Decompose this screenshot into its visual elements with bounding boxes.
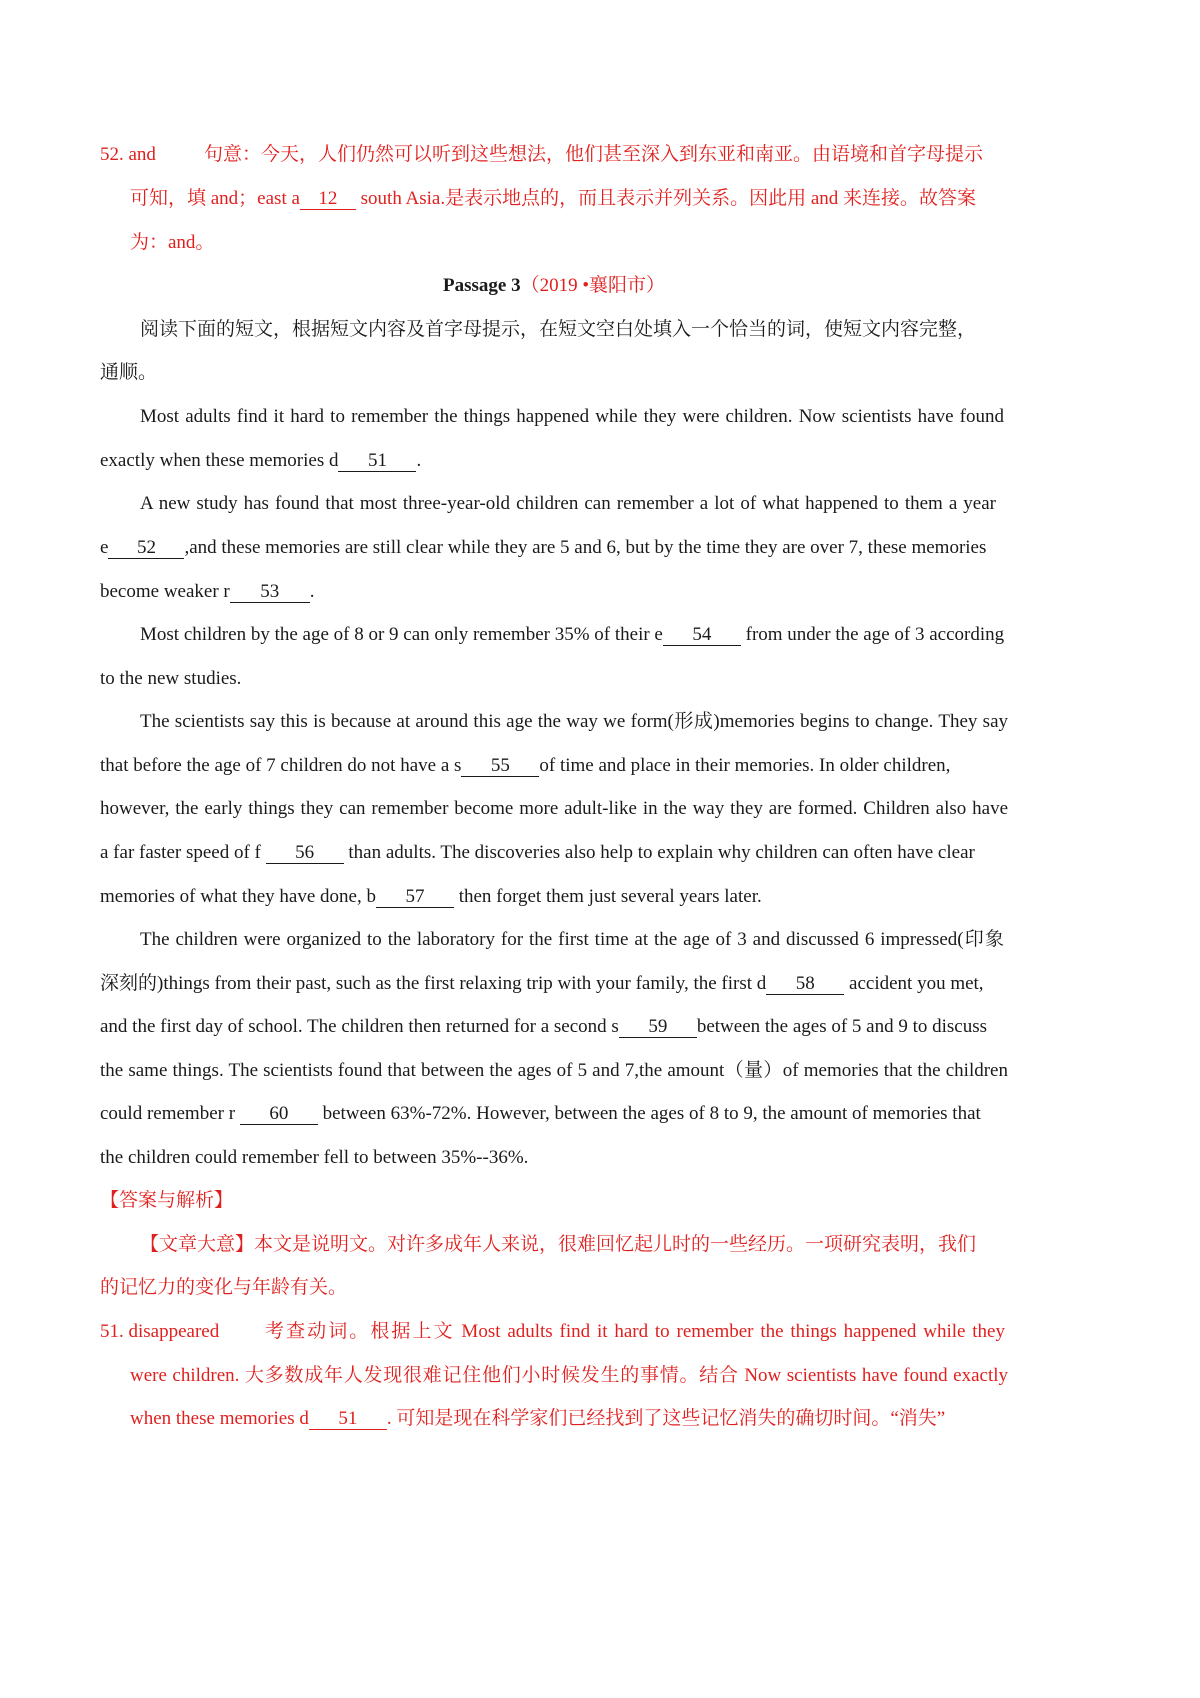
paragraph-5-line3: and the first day of school. The children then returned for a second s 59 between the ages of 5 and 9 to discuss (100, 1016, 988, 1037)
paragraph-2-line2: e 52 ,and these memories are still clear while they are 5 and 6, but by the time they are over 7, these memories (100, 537, 987, 558)
paragraph-4-line2: that before the age of 7 children do not have a s 55 of time and place in their memories. In older children, (100, 755, 951, 776)
instruction-line2: 通顺。 (100, 362, 158, 383)
paragraph-4-line3: however, the early things they can remember become more adult-like in the way they are formed. Children also have (100, 798, 1008, 819)
q52-answer-number: 52. and (100, 144, 156, 165)
answer-section-header: 【答案与解析】 (100, 1190, 234, 1211)
paragraph-2-line3: become weaker r 53 . (100, 581, 315, 602)
paragraph-4-line1: The scientists say this is because at around this age the way we form(形成)memories begins to change. They say (140, 711, 1008, 732)
blank-56[interactable]: 56 (266, 843, 344, 864)
q51-answer-number: 51. disappeared (100, 1321, 220, 1342)
passage-title: Passage 3 (443, 275, 521, 296)
article-summary-line1: 【文章大意】本文是说明文。对许多成年人来说，很难回忆起儿时的一些经历。一项研究表明，我们 (140, 1234, 977, 1255)
blank-57[interactable]: 57 (376, 887, 454, 908)
passage-heading (0, 273, 1108, 299)
blank-58[interactable]: 58 (766, 974, 844, 995)
paragraph-3-line1: Most children by the age of 8 or 9 can only remember 35% of their e 54 from under the age of 3 according (140, 624, 1005, 645)
q52-explanation-text: 句意：今天，人们仍然可以听到这些想法，他们甚至深入到东亚和南亚。由语境和首字母提示 (204, 144, 984, 165)
blank-54[interactable]: 54 (663, 625, 741, 646)
paragraph-5-line2: 深刻的)things from their past, such as the first relaxing trip with your family, the first d 58 accident you met, (100, 973, 984, 994)
passage-source: （2019 •襄阳市） (520, 275, 665, 296)
q52-answer-line3: 为：and。 (130, 232, 215, 253)
blank-51[interactable]: 51 (338, 451, 416, 472)
instruction-line1: 阅读下面的短文，根据短文内容及首字母提示，在短文空白处填入一个恰当的词，使短文内容完整， (140, 319, 977, 340)
blank-55[interactable]: 55 (461, 756, 539, 777)
q51-answer-line3: when these memories d 51 . 可知是现在科学家们已经找到了这些记忆消失的确切时间。“消失” (130, 1408, 946, 1429)
paragraph-5-line5: could remember r 60 between 63%-72%. However, between the ages of 8 to 9, the amount of memories that (100, 1103, 981, 1124)
q52-answer-line1 (100, 142, 1008, 168)
article-summary-line2: 的记忆力的变化与年龄有关。 (100, 1277, 348, 1298)
paragraph-2-line1: A new study has found that most three-year-old children can remember a lot of what happened to them a year (140, 493, 996, 514)
blank-59[interactable]: 59 (619, 1017, 697, 1038)
q51-answer-line2: were children. 大多数成年人发现很难记住他们小时候发生的事情。结合 Now scientists have found exactly (130, 1365, 1008, 1386)
blank-52[interactable]: 52 (108, 538, 184, 559)
paragraph-3-line2: to the new studies. (100, 668, 242, 689)
blank-12: 12 (300, 189, 356, 210)
paragraph-5-line1: The children were organized to the laboratory for the first time at the age of 3 and discussed 6 impressed(印象 (140, 929, 1004, 950)
paragraph-5-line6: the children could remember fell to between 35%--36%. (100, 1147, 529, 1168)
paragraph-5-line4: the same things. The scientists found that between the ages of 5 and 7,the amount（量）of memories that the children (100, 1060, 1008, 1081)
q52-answer-line2: 可知，填 and；east a 12 south Asia.是表示地点的，而且表示并列关系。因此用 and 来连接。故答案 (130, 188, 977, 209)
paragraph-4-line5: memories of what they have done, b 57 then forget them just several years later. (100, 886, 762, 907)
blank-60[interactable]: 60 (240, 1104, 318, 1125)
paragraph-4-line4: a far faster speed of f 56 than adults. The discoveries also help to explain why children can often have clear (100, 842, 975, 863)
q51-answer-line1: 51. disappeared 考查动词。根据上文 Most adults find it hard to remember the things happened while they (100, 1319, 1008, 1345)
blank-51-ref: 51 (309, 1409, 387, 1430)
paragraph-1-line2: exactly when these memories d 51 . (100, 450, 422, 471)
paragraph-1-line1: Most adults find it hard to remember the things happened while they were children. Now scientists have found (140, 406, 1004, 427)
blank-53[interactable]: 53 (230, 582, 310, 603)
